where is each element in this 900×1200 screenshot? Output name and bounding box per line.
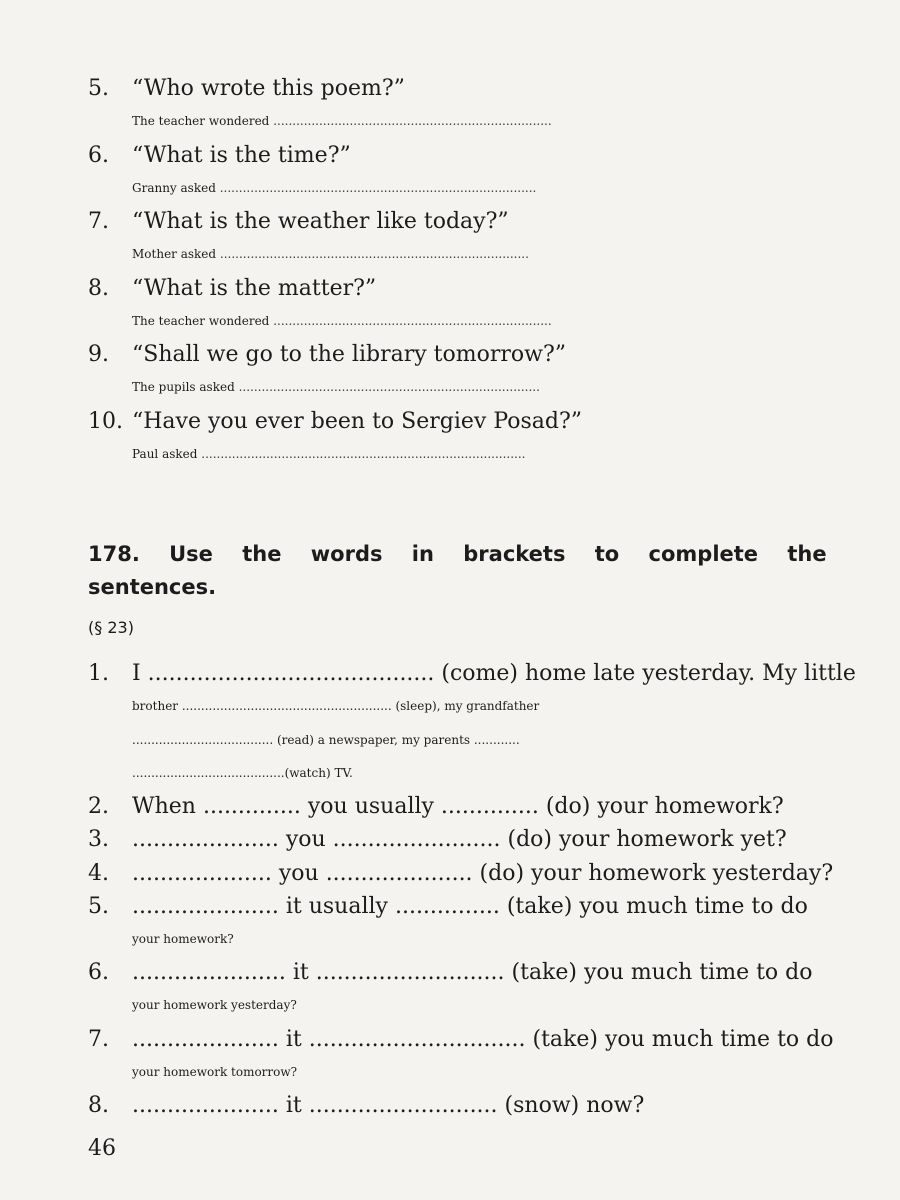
item-9-quote: 9. “Shall we go to the library tomorrow?” <box>88 342 567 367</box>
item-10-answer: Paul asked ..................................................................................... <box>132 447 526 461</box>
sentence-7-cont: your homework tomorrow? <box>132 1065 298 1079</box>
sentence-7: 7. ..................... it ............................... (take) you much time to do <box>88 1027 834 1052</box>
sentence-6: 6. ...................... it ........................... (take) you much time to do <box>88 960 813 985</box>
item-10-quote: 10. “Have you ever been to Sergiev Posad?” <box>88 409 583 434</box>
item-7-answer: Mother asked ................................................................................. <box>132 247 529 261</box>
sentence-2: 2. When .............. you usually .............. (do) your homework? <box>88 794 784 819</box>
item-6-quote: 6. “What is the time?” <box>88 143 351 168</box>
sentence-8: 8. ..................... it ........................... (snow) now? <box>88 1093 645 1118</box>
sentence-1-cont-3: ........................................(watch) TV. <box>132 766 353 780</box>
sentence-5-cont: your homework? <box>132 932 234 946</box>
grammar-reference: (§ 23) <box>88 618 134 637</box>
sentence-1-cont-2: ..................................... (read) a newspaper, my parents ............ <box>132 733 520 747</box>
item-8-quote: 8. “What is the matter?” <box>88 276 377 301</box>
item-8-answer: The teacher wondered ......................................................................... <box>132 314 552 328</box>
sentence-6-cont: your homework yesterday? <box>132 998 297 1012</box>
item-7-quote: 7. “What is the weather like today?” <box>88 209 509 234</box>
item-5-quote: 5. “Who wrote this poem?” <box>88 76 405 101</box>
item-6-answer: Granny asked ................................................................................... <box>132 181 537 195</box>
exercise-heading-line2: sentences. <box>88 575 217 599</box>
page-number: 46 <box>88 1136 116 1161</box>
item-9-answer: The pupils asked ............................................................................... <box>132 380 540 394</box>
sentence-5: 5. ..................... it usually ............... (take) you much time to do <box>88 894 808 919</box>
sentence-1-cont-1: brother ....................................................... (sleep), my grandfather <box>132 699 540 713</box>
exercise-heading-line1: 178. Use the words in brackets to complete the <box>88 542 827 566</box>
sentence-3: 3. ..................... you ........................ (do) your homework yet? <box>88 827 787 852</box>
sentence-1: 1. I ......................................... (come) home late yesterday. My little <box>88 661 856 686</box>
sentence-4: 4. .................... you ..................... (do) your homework yesterday? <box>88 861 834 886</box>
item-5-answer: The teacher wondered ......................................................................... <box>132 114 552 128</box>
